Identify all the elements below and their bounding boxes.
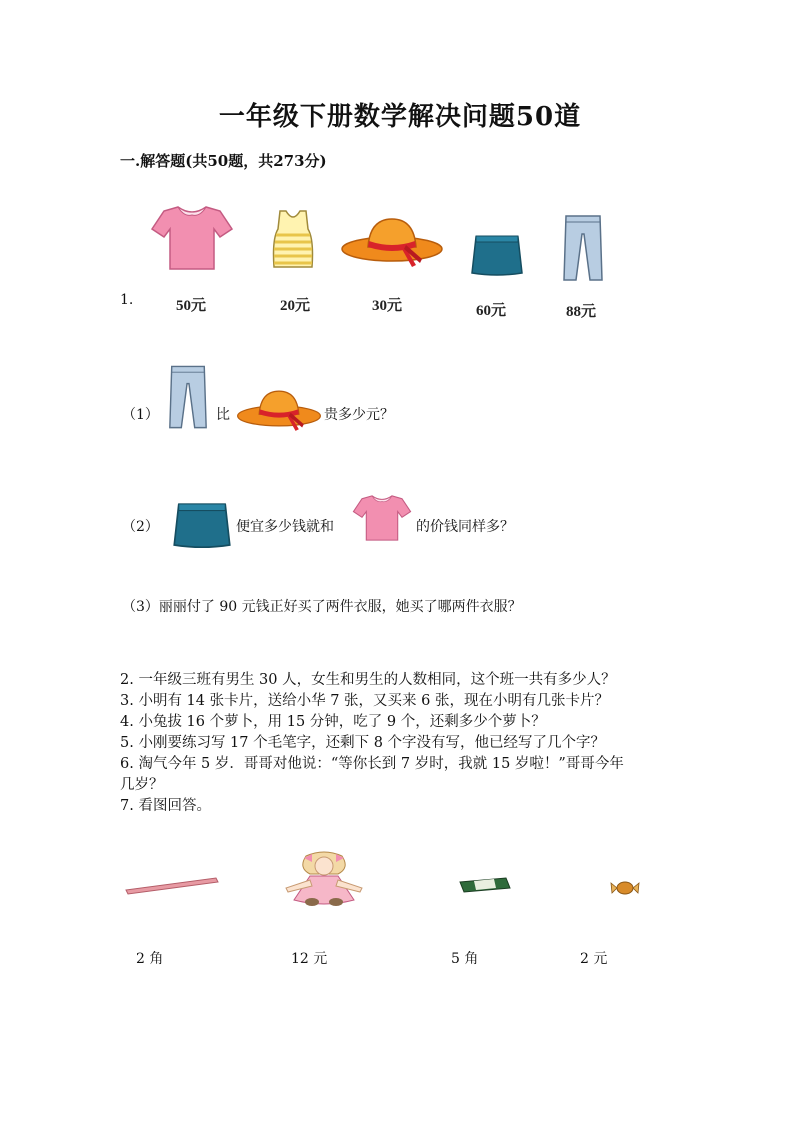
shirt-icon xyxy=(352,490,412,546)
section-heading: 一.解答题(共50题，共273分) xyxy=(120,152,327,170)
sub-question-text: 贵多少元？ xyxy=(324,407,394,423)
question-text: 3. 小明有 14 张卡片，送给小华 7 张，又买来 6 张，现在小明有几张卡片？ xyxy=(120,693,609,709)
price-label: 5 角 xyxy=(451,951,479,967)
sub-question-text: 便宜多少钱就和 xyxy=(236,519,334,535)
price-label: 60元 xyxy=(476,303,507,319)
eraser-icon xyxy=(456,876,512,896)
pants-icon xyxy=(166,360,210,436)
price-label: 88元 xyxy=(566,304,597,320)
question-text: 4. 小兔拔 16 个萝卜，用 15 分钟，吃了 9 个，还剩多少个萝卜？ xyxy=(120,714,546,730)
candy-icon xyxy=(610,878,640,898)
price-label: 2 角 xyxy=(136,951,164,967)
hat-icon xyxy=(236,386,322,436)
ribbon-icon xyxy=(124,874,220,896)
question-text: 几岁？ xyxy=(120,777,164,793)
sub-question-text: 比 xyxy=(216,407,230,423)
sub-question-label: （1） xyxy=(122,407,159,423)
price-label: 20元 xyxy=(280,298,311,314)
pants-icon xyxy=(560,214,606,284)
hat-icon xyxy=(340,215,444,271)
price-label: 50元 xyxy=(176,298,207,314)
price-label: 12 元 xyxy=(291,951,328,967)
skirt-icon xyxy=(172,500,232,550)
question-text: 5. 小刚要练习写 17 个毛笔字，还剩下 8 个字没有写，他已经写了几个字？ xyxy=(120,735,606,751)
skirt-icon xyxy=(470,233,524,277)
tank-top-icon xyxy=(268,209,318,269)
sub-question-label: （2） xyxy=(122,519,159,535)
doll-icon xyxy=(276,850,372,908)
sub-question-text: 的价钱同样多？ xyxy=(416,519,514,535)
price-label: 30元 xyxy=(372,298,403,314)
sub-question-text: （3）丽丽付了 90 元钱正好买了两件衣服，她买了哪两件衣服？ xyxy=(122,599,522,615)
shirt-icon xyxy=(150,203,234,273)
question-text: 6. 淘气今年 5 岁．哥哥对他说：“等你长到 7 岁时，我就 15 岁啦！”哥哥今年 xyxy=(120,756,624,772)
question-text: 2. 一年级三班有男生 30 人，女生和男生的人数相同，这个班一共有多少人？ xyxy=(120,672,616,688)
question-text: 7. 看图回答。 xyxy=(120,798,211,814)
price-label: 2 元 xyxy=(580,951,608,967)
question-number: 1. xyxy=(120,292,134,308)
page-title: 一年级下册数学解决问题50道 xyxy=(218,102,582,132)
